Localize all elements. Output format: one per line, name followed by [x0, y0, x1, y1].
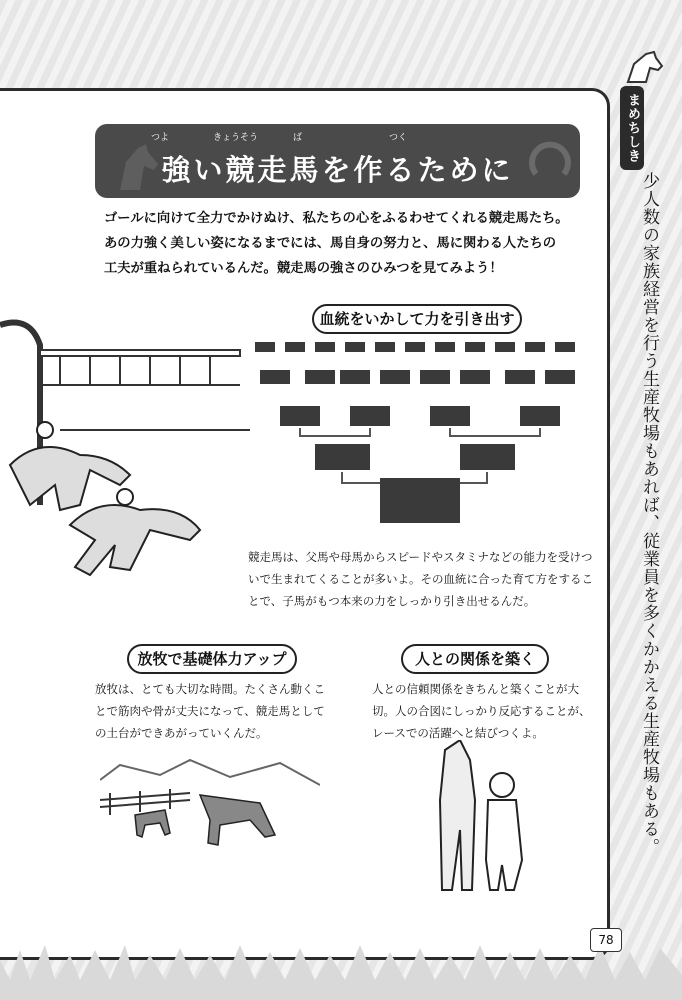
intro-line: 工夫が重ねられているんだ。競走馬の強さのひみつを見てみよう！ — [104, 261, 503, 276]
horse-head-icon — [624, 50, 664, 84]
intro-line: ゴールに向けて全力でかけぬけ、私たちの心をふるわせてくれる競走馬たち。 — [104, 211, 569, 226]
text-line: とで、子馬がもつ本来の力をしっかり引き出せるんだ。 — [248, 594, 536, 608]
text-line: いで生まれてくることが多いよ。その血統に合った育て方をするこ — [248, 572, 593, 586]
horse-head-icon — [112, 142, 160, 192]
grass-decoration — [0, 930, 682, 1000]
heading-pasture: 放牧で基礎体力アップ — [127, 644, 297, 674]
intro-text — [104, 206, 594, 281]
sidebar-tag: まめちしき — [620, 86, 644, 170]
text-line: レースでの活躍へと結びつくよ。 — [372, 726, 544, 740]
people-text — [372, 678, 591, 744]
horseshoe-icon — [528, 134, 572, 178]
sidebar-text: 少人数の家族経営を行う生産牧場もあれば、従業員を多くかかえる生産牧場もある。 — [639, 172, 659, 856]
bloodline-text — [248, 546, 593, 612]
title-ruby — [95, 130, 580, 144]
ruby: ば — [293, 133, 303, 143]
heading-bloodline: 血統をいかして力を引き出す — [312, 304, 522, 334]
text-line: の土台ができあがっていくんだ。 — [95, 726, 268, 740]
pedigree-tree-illustration — [250, 338, 590, 538]
text-line: とで筋肉や骨が丈夫になって、競走馬として — [95, 704, 325, 718]
text-line: 放牧は、とても大切な時間。たくさん動くこ — [95, 682, 325, 696]
handler-with-horse-illustration — [430, 740, 540, 900]
ruby: きょうそう — [213, 133, 259, 143]
text-line: 切。人の合図にしっかり反応することが、 — [372, 704, 591, 718]
text-line: 競走馬は、父馬や母馬からスピードやスタミナなどの能力を受けつ — [248, 550, 593, 564]
race-illustration — [0, 305, 250, 605]
text-line: 人との信頼関係をきちんと築くことが大 — [372, 682, 579, 696]
ruby: つよ — [151, 133, 170, 143]
intro-line: あの力強く美しい姿になるまでには、馬自身の努力と、馬に関わる人たちの — [104, 236, 557, 251]
title-banner — [95, 124, 580, 198]
page-title: 強い競走馬を作るために — [161, 153, 514, 187]
ruby: つく — [389, 133, 408, 143]
pasture-illustration — [100, 755, 320, 860]
page-number: 78 — [590, 928, 622, 952]
pasture-text — [95, 678, 325, 744]
heading-people: 人との関係を築く — [401, 644, 549, 674]
